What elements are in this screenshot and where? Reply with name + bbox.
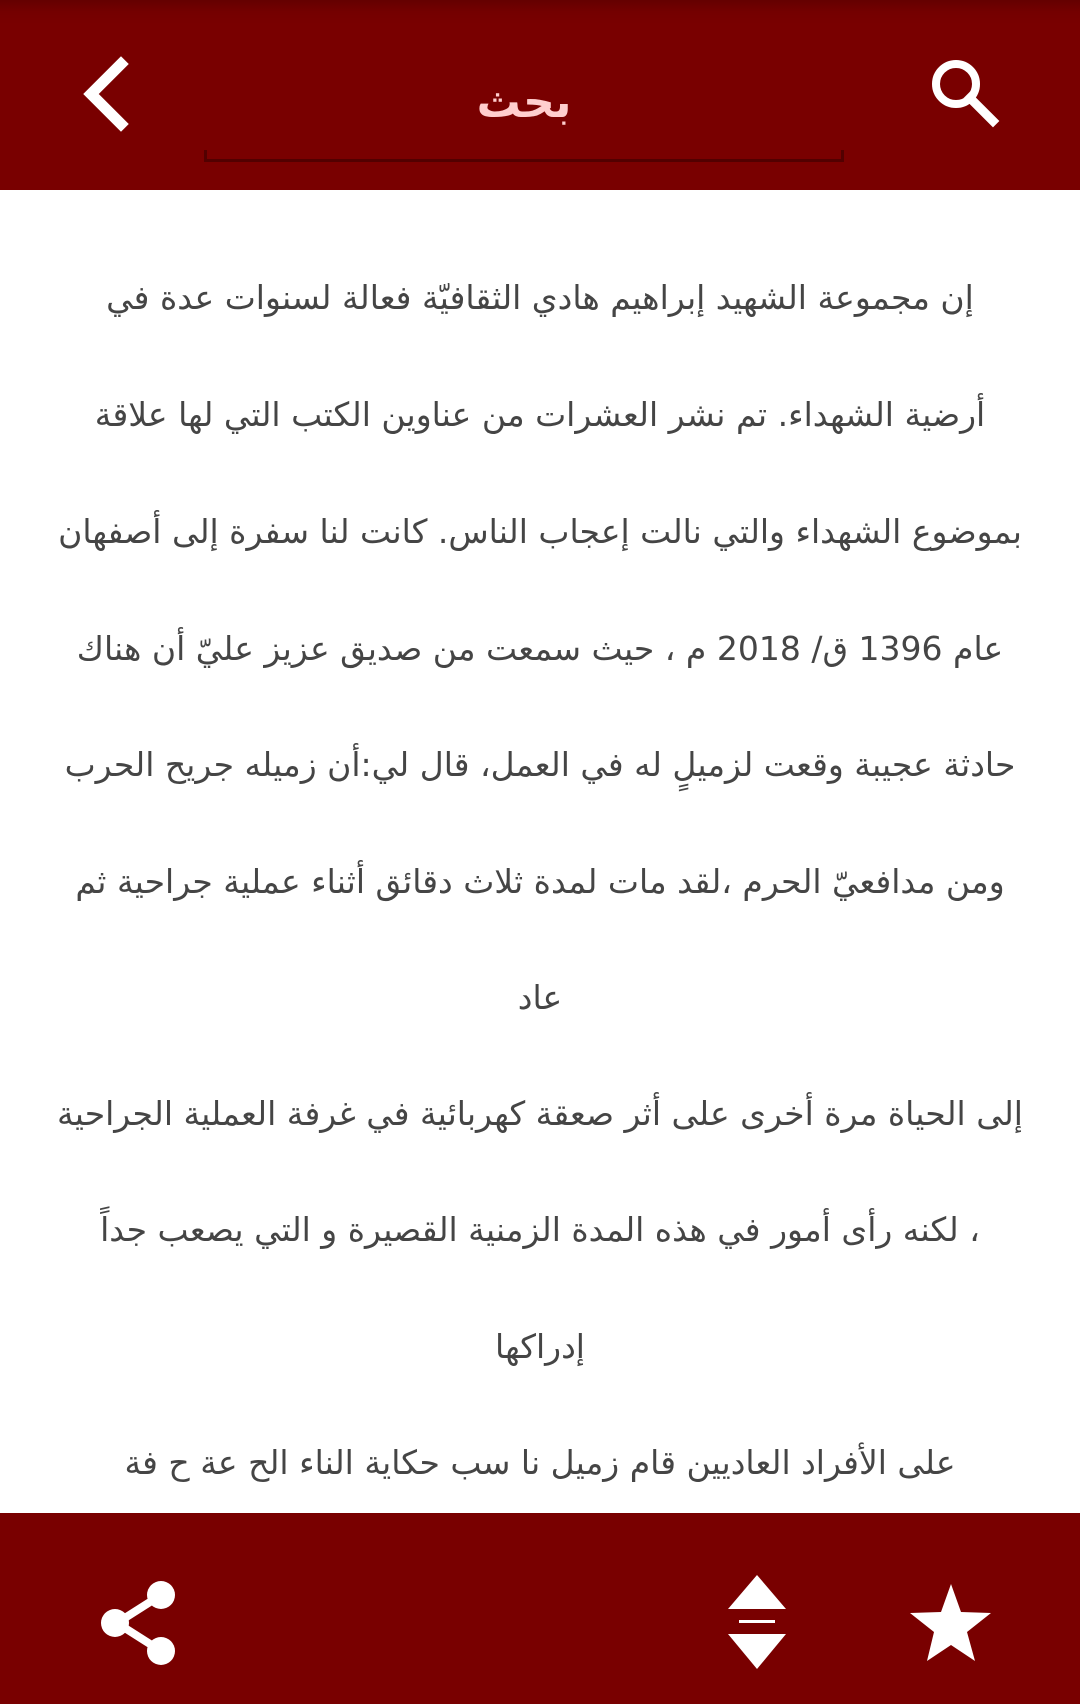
share-button[interactable] [88, 1568, 188, 1678]
search-input[interactable] [204, 52, 844, 152]
article-body[interactable] [0, 190, 1080, 1482]
text-line: عاد [517, 978, 563, 1017]
text-line: بموضوع الشهداء والتي نالت إعجاب الناس. كانت لنا سفرة إلى أصفهان [58, 512, 1022, 551]
text-line: عام 1396 ق/ 2018 م ، حيث سمعت من صديق عزيز عليّ أن هناك [76, 629, 1004, 668]
text-line: أرضية الشهداء. تم نشر العشرات من عناوين الكتب التي لها علاقة [94, 395, 986, 434]
text-line: إلى الحياة مرة أخرى على أثر صعقة كهربائية في غرفة العملية الجراحية [57, 1094, 1023, 1133]
text-line: حادثة عجيبة وقعت لزميلٍ له في العمل، قال لي:أن زميله جريح الحرب [64, 745, 1016, 784]
chevron-left-icon [75, 54, 135, 134]
favorite-button[interactable] [900, 1573, 1002, 1673]
text-line: ومن مدافعيّ الحرم ،لقد مات لمدة ثلاث دقائق أثناء عملية جراحية ثم [75, 862, 1005, 901]
auto-scroll-button[interactable] [712, 1568, 802, 1678]
search-toolbar [0, 0, 1080, 190]
share-icon [93, 1575, 183, 1671]
magnifier-icon [926, 54, 1006, 134]
star-icon [908, 1582, 994, 1664]
scroll-up-down-icon [726, 1573, 788, 1673]
search-field [204, 52, 844, 162]
back-button[interactable] [62, 44, 148, 144]
search-input-underline [204, 159, 844, 162]
bottom-action-bar [0, 1513, 1080, 1704]
search-button[interactable] [916, 44, 1016, 144]
text-line: إدراكها [495, 1327, 585, 1366]
text-line: إن مجموعة الشهيد إبراهيم هادي الثقافيّة فعالة لسنوات عدة في [106, 278, 974, 317]
text-line-clipped: على الأفراد العاديين قام زميل نا سب حكاية الناء الح عة ح فة [124, 1443, 956, 1482]
text-line: ، لكنه رأى أمور في هذه المدة الزمنية القصيرة و التي يصعب جداً [100, 1210, 980, 1249]
